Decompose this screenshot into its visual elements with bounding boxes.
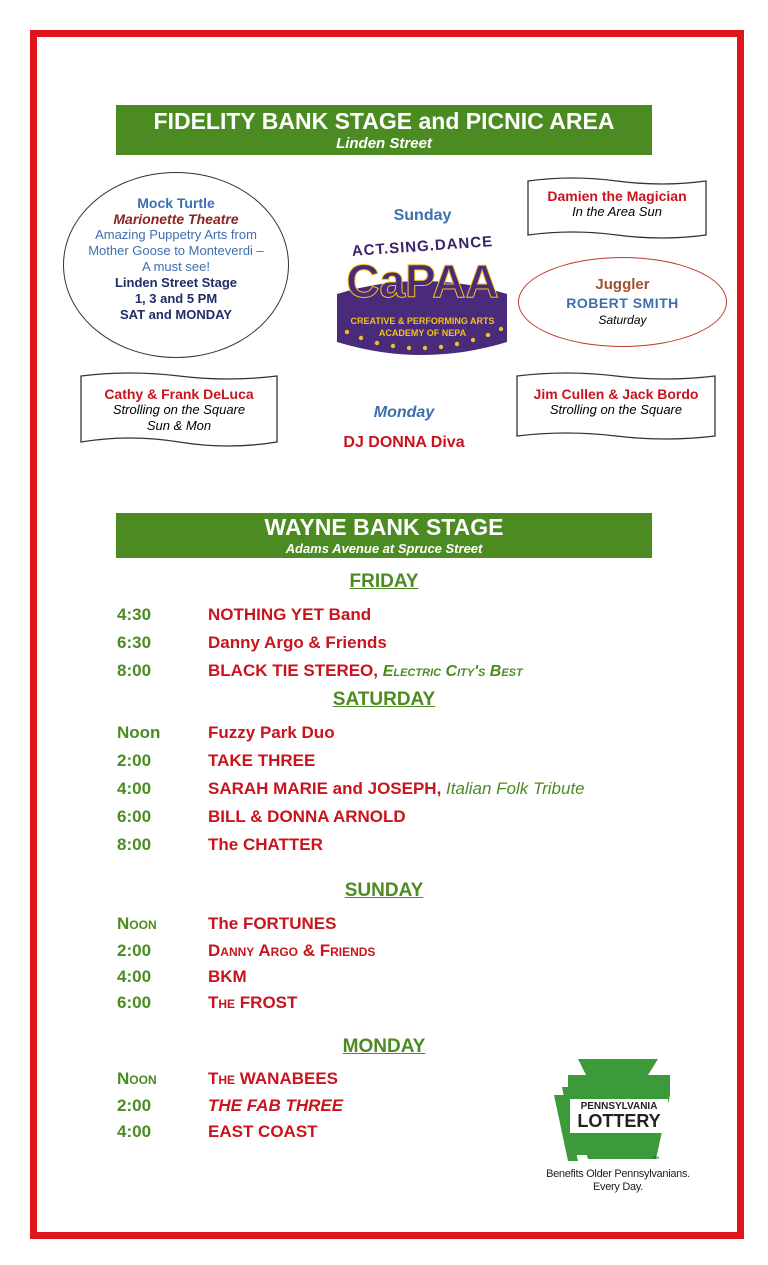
time: 4:00	[117, 1122, 152, 1141]
wayne-stage-subtitle: Adams Avenue at Spruce Street	[285, 541, 483, 556]
friday-heading: FRIDAY	[349, 571, 419, 592]
time: 4:00	[117, 967, 152, 986]
act: The CHATTER	[208, 835, 323, 854]
fidelity-stage-title: FIDELITY BANK STAGE and PICNIC AREA	[153, 108, 615, 134]
time: 2:00	[117, 1096, 152, 1115]
deluca-detail-2: Sun & Mon	[146, 418, 212, 433]
damien-name: Damien the Magician	[547, 188, 687, 204]
deluca-name: Cathy & Frank DeLuca	[104, 386, 254, 402]
mock-turtle-days: SAT and MONDAY	[120, 307, 232, 322]
act: The FROST	[208, 993, 298, 1012]
cullen-name: Jim Cullen & Jack Bordo	[533, 386, 699, 402]
damien-detail: In the Area Sun	[572, 204, 662, 219]
damien-scroll	[527, 177, 707, 241]
mock-turtle-bubble	[63, 172, 289, 358]
act: TAKE THREE	[208, 751, 316, 770]
capaa-tagline: ACT.SING.DANCE	[351, 233, 494, 260]
lottery-tagline-2: Every Day.	[593, 1181, 643, 1193]
time: Noon	[117, 1069, 157, 1088]
juggler-title: Juggler	[595, 276, 650, 293]
capaa-line1: CREATIVE & PERFORMING ARTS	[350, 316, 495, 326]
time: 2:00	[117, 941, 152, 960]
time: 8:00	[117, 661, 152, 680]
time: 4:30	[117, 605, 152, 624]
dj-donna: DJ DONNA Diva	[343, 434, 465, 451]
time: 4:00	[117, 779, 152, 798]
lottery-tagline	[538, 1168, 698, 1194]
act-note: Italian Folk Tribute	[446, 779, 585, 798]
mock-turtle-name: Mock Turtle	[137, 195, 215, 211]
juggler-name: ROBERT SMITH	[566, 295, 679, 311]
fidelity-stage-banner	[116, 105, 652, 155]
deluca-detail-1: Strolling on the Square	[112, 402, 246, 417]
act: The FORTUNES	[208, 914, 337, 933]
sunday-heading: SUNDAY	[344, 880, 424, 901]
pa-lottery-logo	[548, 1055, 688, 1195]
lottery-trademark: ™	[652, 1156, 659, 1163]
lottery-tagline-1: Benefits Older Pennsylvanians.	[546, 1168, 690, 1180]
act: Danny Argo & Friends	[208, 941, 376, 960]
capaa-logo	[325, 232, 520, 372]
lottery-line1: PENNSYLVANIA	[580, 1101, 658, 1112]
capaa-name: CaPAA	[346, 255, 499, 307]
time: Noon	[117, 723, 161, 742]
deluca-scroll	[80, 372, 278, 450]
mock-turtle-times: 1, 3 and 5 PM	[134, 291, 218, 306]
marionette-theatre: Marionette Theatre	[113, 211, 239, 227]
capaa-line2: ACADEMY OF NEPA	[378, 328, 467, 338]
act: THE FAB THREE	[208, 1096, 344, 1115]
time: 6:00	[117, 807, 152, 826]
act: Danny Argo & Friends	[208, 633, 387, 652]
act: NOTHING YET Band	[208, 605, 372, 624]
time: 6:30	[117, 633, 152, 652]
mock-turtle-stage: Linden Street Stage	[114, 275, 238, 290]
act: The WANABEES	[208, 1069, 339, 1088]
saturday-heading: SATURDAY	[332, 689, 436, 710]
time: Noon	[117, 914, 157, 933]
cullen-detail: Strolling on the Square	[549, 402, 683, 417]
time: 6:00	[117, 993, 152, 1012]
act: BKM	[208, 967, 247, 986]
juggler-day: Saturday	[598, 313, 647, 327]
monday-label: Monday	[373, 404, 435, 421]
act: Fuzzy Park Duo	[208, 723, 335, 742]
sunday-label: Sunday	[393, 207, 452, 224]
act-note: Electric City's Best	[382, 663, 523, 680]
mock-turtle-description: Amazing Puppetry Arts from Mother Goose to Monteverdi – A must see!	[88, 227, 264, 274]
lottery-line2: LOTTERY	[577, 1111, 661, 1131]
juggler-bubble	[518, 257, 727, 347]
time: 2:00	[117, 751, 152, 770]
act: BILL & DONNA ARNOLD	[208, 807, 406, 826]
monday-heading: MONDAY	[342, 1036, 426, 1057]
wayne-stage-title: WAYNE BANK STAGE	[264, 514, 504, 540]
fidelity-stage-subtitle: Linden Street	[336, 135, 432, 152]
act: SARAH MARIE and JOSEPH,	[208, 779, 442, 798]
time: 8:00	[117, 835, 152, 854]
act: BLACK TIE STEREO,	[208, 661, 379, 680]
cullen-scroll	[516, 372, 716, 442]
wayne-stage-banner	[116, 513, 652, 558]
act: EAST COAST	[208, 1122, 318, 1141]
